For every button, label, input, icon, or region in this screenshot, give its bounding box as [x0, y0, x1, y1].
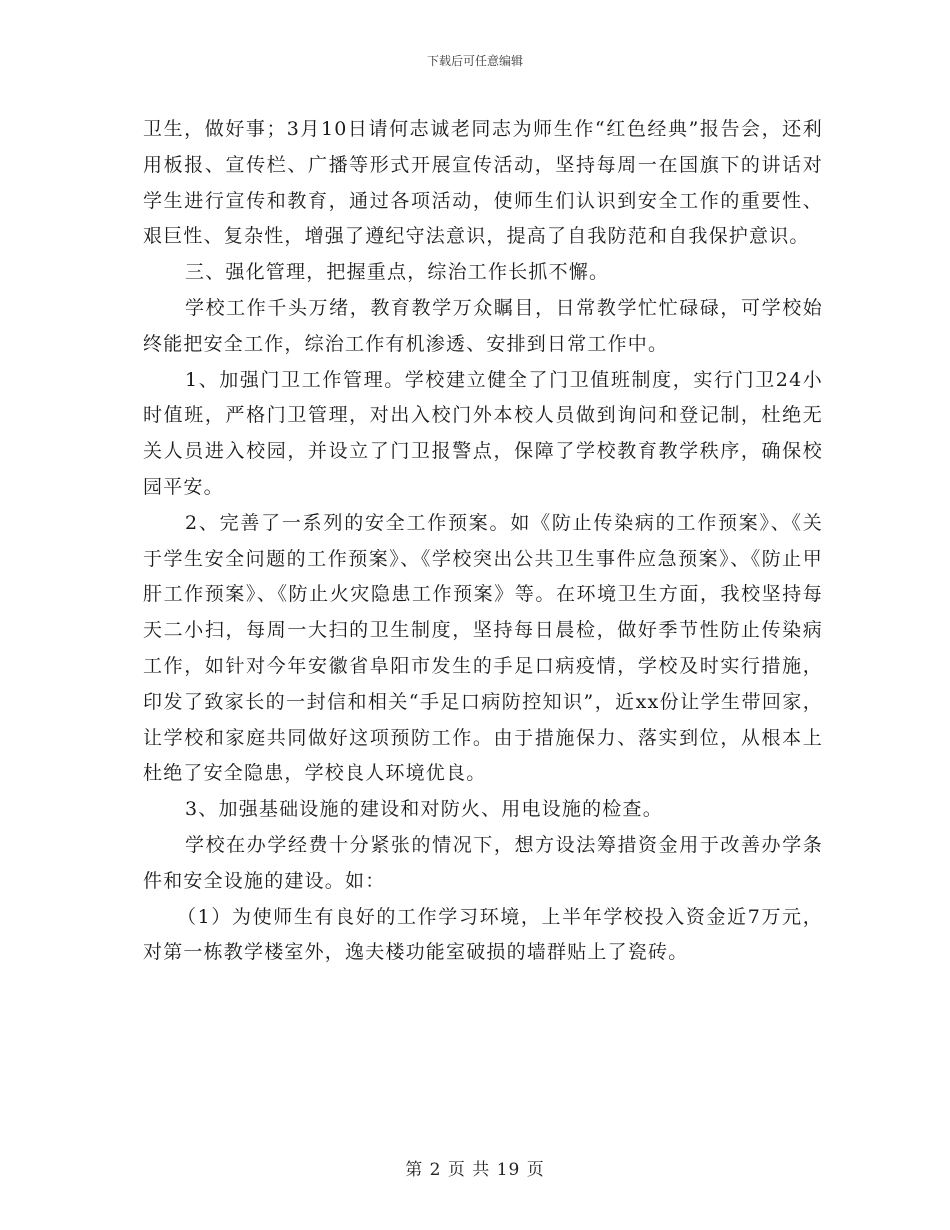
page-number-footer: 第 2 页 共 19 页: [405, 1160, 545, 1180]
paragraph-8: （1）为使师生有良好的工作学习环境，上半年学校投入资金近7万元，对第一栋教学楼室外，逸夫楼功能室破损的墙群贴上了瓷砖。: [143, 905, 823, 964]
paragraph-5: 2、完善了一系列的安全工作预案。如《防止传染病的工作预案》、《关于学生安全问题的工作预案》、《学校突出公共卫生事件应急预案》、《防止甲肝工作预案》、《防止火灾隐患工作预案》等。在环境卫生方面，我校坚持每天二小扫，每周一大扫的卫生制度，坚持每日晨检，做好季节性防止传染病工作，如针对今年安徽省阜阳市发生的手足口病疫情，学校及时实行措施，印发了致家长的一封信和相关“手足口病防控知识”，近xx份让学生带回家，让学校和家庭共同做好这项预防工作。由于措施保力、落实到位，从根本上杜绝了安全隐患，学校良人环境优良。: [143, 511, 823, 785]
paragraph-6: 3、加强基础设施的建设和对防火、用电设施的检查。: [185, 798, 663, 821]
paragraph-4: 1、加强门卫工作管理。学校建立健全了门卫值班制度，实行门卫24小时值班，严格门卫管理，对出入校门外本校人员做到询问和登记制，杜绝无关人员进入校园，并设立了门卫报警点，保障了学校教育教学秩序，确保校园平安。: [143, 368, 823, 498]
document-body: [143, 112, 823, 971]
paragraph-7: 学校在办学经费十分紧张的情况下，想方设法筹措资金用于改善办学条件和安全设施的建设。如：: [143, 833, 823, 892]
paragraph-1: 卫生，做好事；3月10日请何志诚老同志为师生作“红色经典”报告会，还利用板报、宣传栏、广播等形式开展宣传活动，坚持每周一在国旗下的讲话对学生进行宣传和教育，通过各项活动，使师生们认识到安全工作的重要性、艰巨性、复杂性，增强了遵纪守法意识，提高了自我防范和自我保护意识。: [143, 118, 823, 248]
paragraph-2-heading: 三、强化管理，把握重点，综治工作长抓不懈。: [185, 261, 610, 284]
paragraph-3: 学校工作千头万绪，教育教学万众瞩目，日常教学忙忙碌碌，可学校始终能把安全工作，综治工作有机渗透、安排到日常工作中。: [143, 296, 823, 355]
page-header: 下载后可任意编辑: [426, 54, 523, 68]
